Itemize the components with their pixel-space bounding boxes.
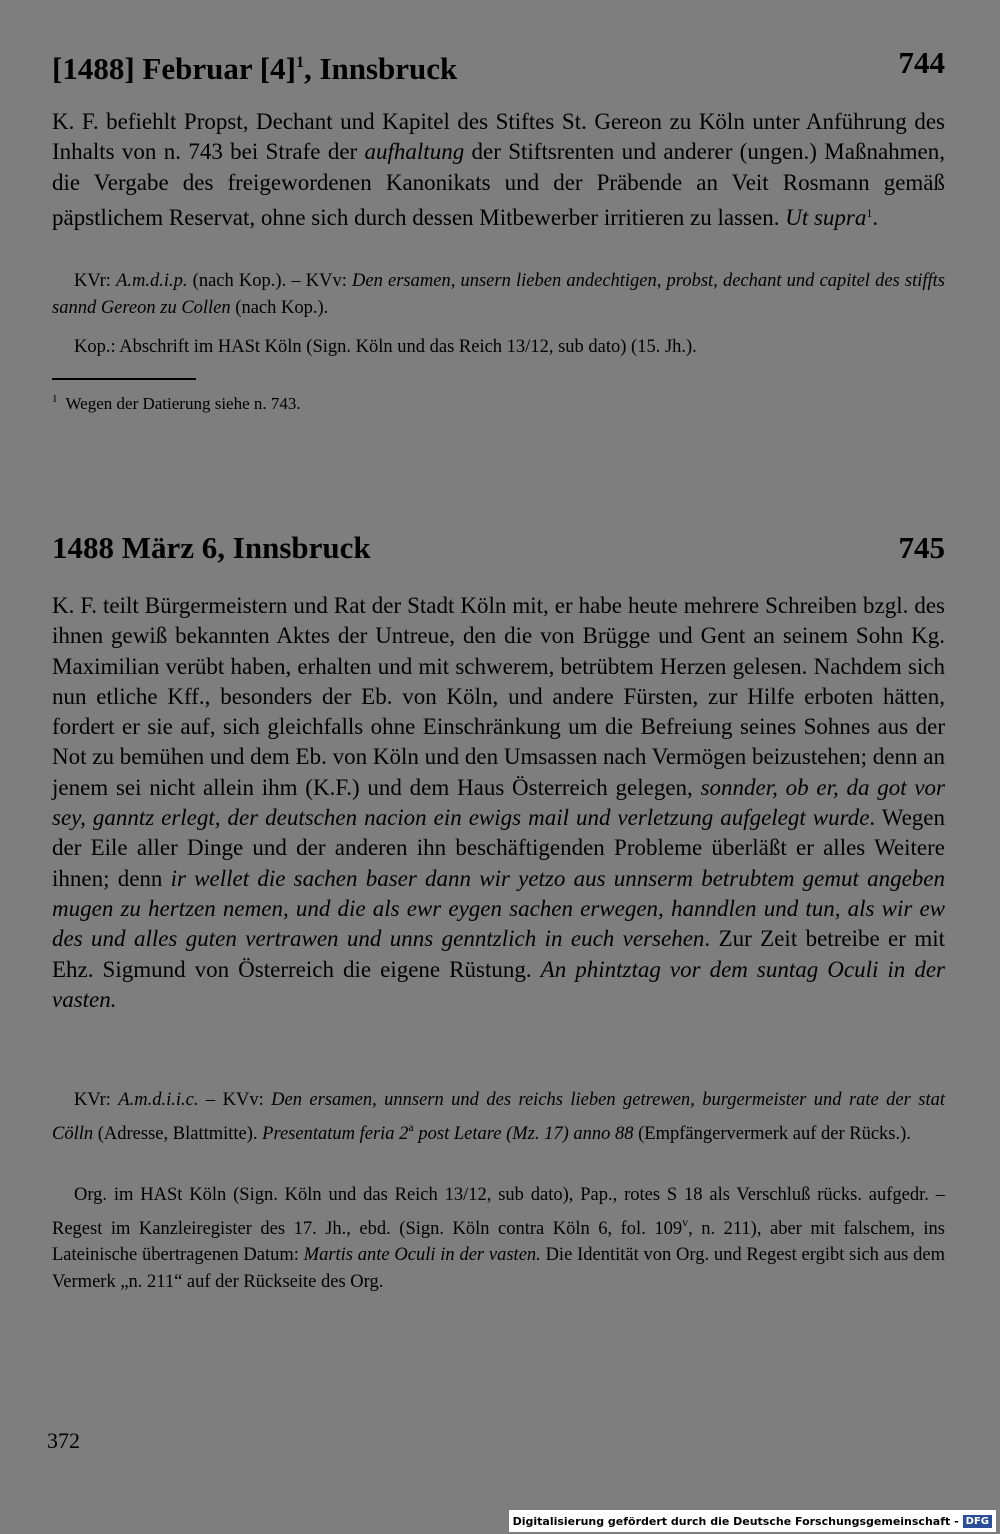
superscript: a [408,1119,414,1134]
note-quote: A.m.d.i.i.c. [118,1090,199,1110]
page-number: 372 [47,1428,80,1453]
note-text: – KVv: [198,1090,272,1110]
doc-number: 744 [898,45,945,80]
regest-quote: An phintztag vor dem suntag Oculi in der vasten. [52,956,945,1012]
note-text: Org. im HASt Köln (Sign. Köln und das Reich 13/12, sub dato), Pap., rotes S 18 als Verschluß rücks. aufgedr. – Regest im Kanzleiregister des 17. Jh., ebd. (Sign. Köln contra Köln 6, fol. 109 [52,1185,945,1239]
note-text: (nach Kop.). [230,297,329,318]
footnote-marker: 1 [52,393,58,405]
note-quote: Den ersamen, unnsern und des reichs lieben getrewen, burgermeister und rate der stat Cölln [52,1090,945,1144]
footnote-ref[interactable]: 1 [295,54,304,71]
superscript: v [682,1214,689,1229]
heading-date: [1488] Februar [4] [52,51,296,86]
doc-744-regest [52,107,945,233]
heading-place: , Innsbruck [303,51,458,86]
heading-date: 1488 März 6, Innsbruck [52,530,371,565]
footnote-divider [52,378,196,380]
note-text: Kop.: Abschrift im HASt Köln (Sign. Köln und das Reich 13/12, sub dato) (15. Jh.). [74,337,697,357]
note-text: KVr: [74,271,117,291]
regest-text: K. F. teilt Bürgermeistern und Rat der Stadt Köln mit, er habe heute mehrere Schreiben bzgl. des ihnen gewiß bekannten Aktes der Untreue, den die von Brügge und Gent an seinem Sohn Kg. Maximilian verübt haben, erhalten und mit schwerem, betrübtem Herzen gelesen. Nachdem sich nun etliche Kff., besonders der Eb. von Köln, und andere Fürsten, zur Hilfe erboten hätten, fordert er sie auf, sich gleichfalls ohne Einschränkung um die Befreiung seines Sohnes aus der Not zu bemühen und dem Eb. von Köln und den Umsassen nach Vermögen beizustehen; denn an jenem sei nicht allein ihm (K.F.) und dem Haus Österreich gelegen, [52,593,945,800]
regest-text: . Wegen der Eile aller Dinge und der anderen ihn beschäftigenden Probleme überläßt er alles Weitere ihnen; denn [52,805,945,891]
note-text: Die Identität von Org. und Regest ergibt sich aus dem Vermerk „n. 211“ auf der Rückseite des Org. [52,1245,945,1292]
note-text: (Empfängervermerk auf der Rücks.). [633,1123,911,1144]
credit-text: Digitalisierung gefördert durch die Deutsche Forschungsgemeinschaft - [512,1514,959,1528]
doc-745-original [52,1182,945,1295]
footnote-ref[interactable]: 1 [866,205,873,220]
note-text: (nach Kop.). – KVv: [187,271,353,291]
note-quote: Den ersamen, unsern lieben andechtigen, probst, dechant und capitel des stiffts sannd Gereon zu Collen [52,271,945,318]
footnote [52,388,301,415]
note-quote: post Letare (Mz. 17) anno 88 [413,1123,634,1144]
doc-744-kanzleivermerk [52,268,945,321]
regest-text: der Stiftsrenten und anderer (ungen.) Maßnahmen, die Vergabe des freigewordenen Kanonikats und der Präbende an Veit Rosmann gemäß päpstlichem Reservat, ohne sich durch dessen Mitbewerber irritieren zu lassen. [52,139,946,230]
doc-745-kanzleivermerk [52,1087,945,1147]
doc-number: 745 [898,530,945,565]
regest-quote: sonnder, ob er, da got vor sey, ganntz erlegt, der deutschen nacion ein ewigs mail und verletzung aufgelegt wurde [52,774,945,831]
regest-text: . Zur Zeit betreibe er mit Ehz. Sigmund von Österreich die eigene Rüstung. [52,926,945,982]
digitization-credit[interactable] [509,1510,996,1532]
note-text: KVr: [74,1090,119,1110]
dfg-logo-icon: DFG [963,1515,992,1528]
note-text: , n. 211), aber mit falschem, ins Lateinische übertragenen Datum: [52,1218,946,1265]
note-quote: A.m.d.i.p. [116,271,188,291]
regest-quote: aufhaltung [364,139,465,165]
note-quote: Martis ante Oculi in der vasten. [303,1245,541,1265]
note-text: (Adresse, Blattmitte). [93,1123,263,1144]
doc-744-heading [52,45,945,87]
doc-744-kopie [52,334,945,361]
footnote-text: Wegen der Datierung siehe n. 743. [65,394,301,413]
regest-quote: ir wellet die sachen baser dann wir yetzo aus unnserm betrubtem gemut angeben mugen zu hertzen nemen, und die als ewr eygen sachen erwegen, hanndlen und tun, als wir ew des und alles guten vertrawen und unns genntzlich in euch versehen [52,865,945,952]
regest-quote: Ut supra [785,204,867,230]
doc-745-regest [52,591,945,1015]
note-quote: Presentatum feria 2 [262,1123,409,1144]
regest-text: . [872,204,879,230]
doc-745-heading [52,530,945,566]
regest-text: K. F. befiehlt Propst, Dechant und Kapitel des Stiftes St. Gereon zu Köln unter Anführung des Inhalts von n. 743 bei Strafe der [52,109,945,165]
